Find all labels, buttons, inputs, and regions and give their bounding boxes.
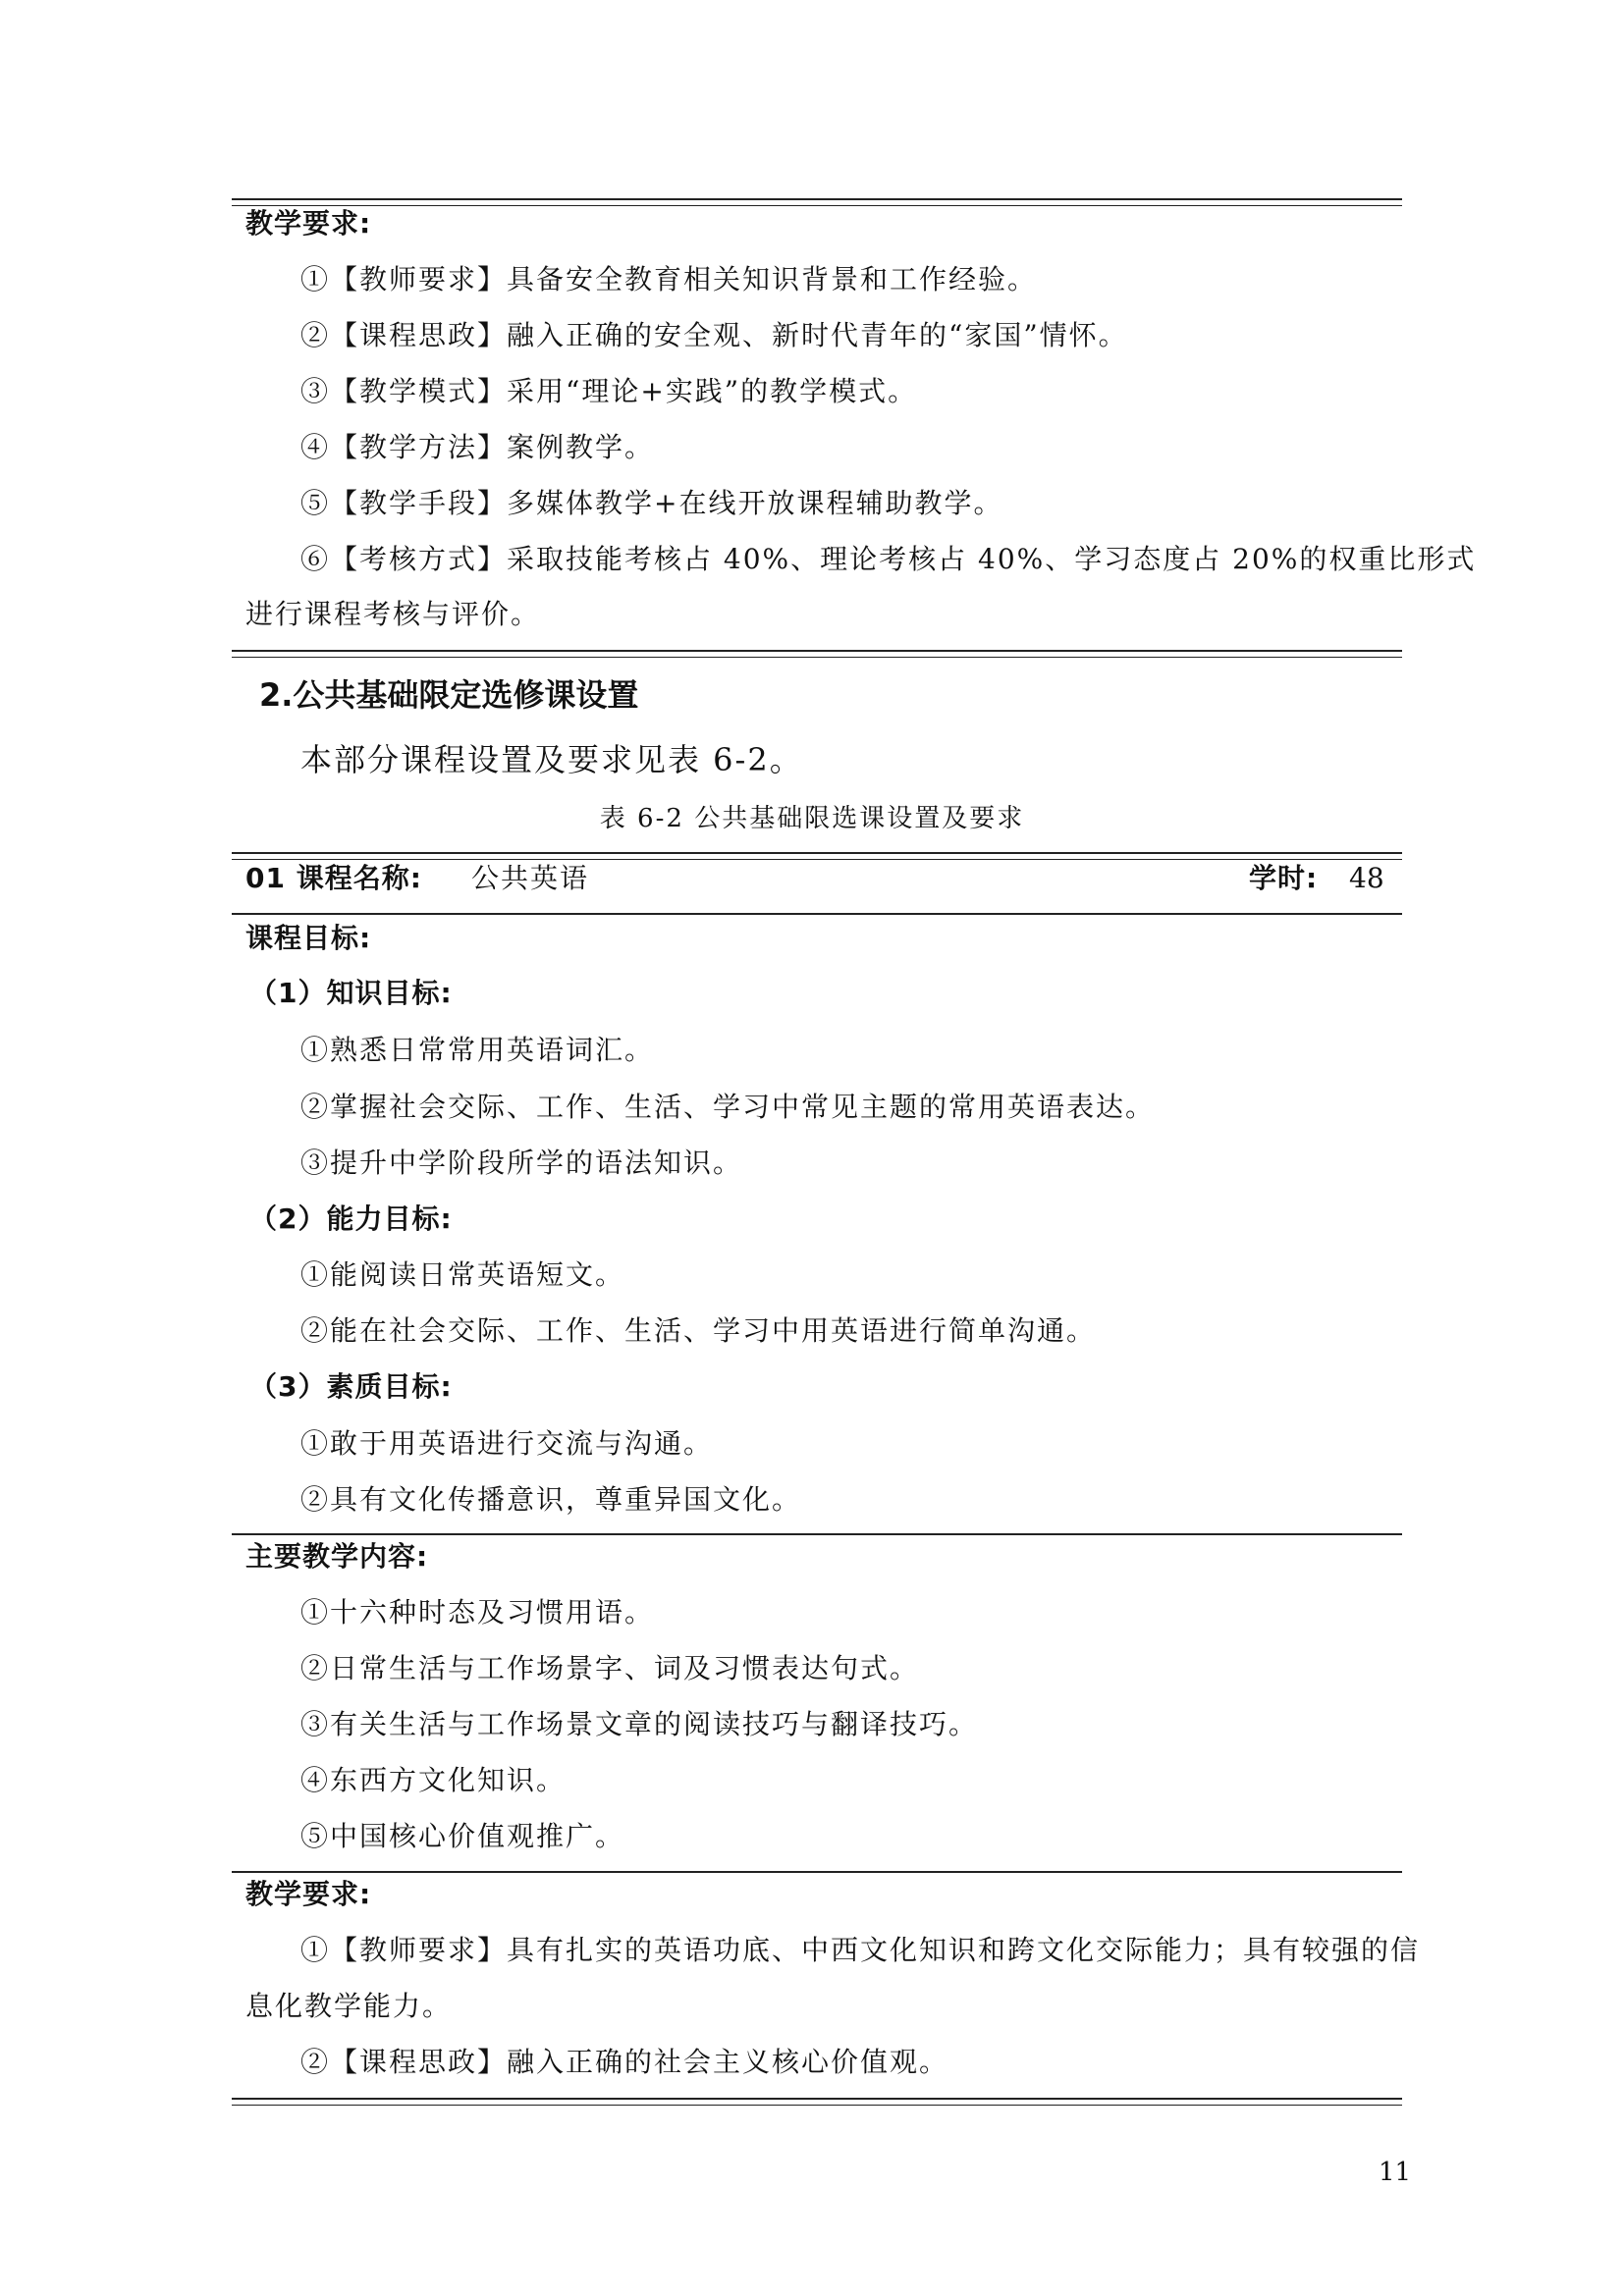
objective-item: ③提升中学阶段所学的语法知识。 [300, 1147, 743, 1179]
course-header-row [245, 860, 1388, 899]
content-item: ①十六种时态及习惯用语。 [300, 1596, 655, 1629]
course-name: 公共英语 [471, 862, 590, 894]
objective-item: ②掌握社会交际、工作、生活、学习中常见主题的常用英语表达。 [300, 1091, 1156, 1123]
requirement-item: ⑥【考核方式】采取技能考核占 40%、理论考核占 40%、学习态度占 20%的权重比形式 [300, 543, 1477, 575]
objective-item: ②能在社会交际、工作、生活、学习中用英语进行简单沟通。 [300, 1314, 1097, 1347]
requirement-item: ③【教学模式】采用“理论+实践”的教学模式。 [300, 375, 918, 407]
row-divider [232, 1871, 1402, 1873]
hours-label: 学时: [1249, 862, 1319, 894]
content-item: ④东西方文化知识。 [300, 1764, 567, 1796]
hours-value: 48 [1349, 862, 1384, 894]
requirement-item: ④【教学方法】案例教学。 [300, 431, 655, 463]
objectives-heading: 课程目标: [245, 922, 372, 954]
requirement-item: ②【课程思政】融入正确的社会主义核心价值观。 [300, 2046, 949, 2078]
content-item: ⑤中国核心价值观推广。 [300, 1820, 625, 1852]
objective-item: ①熟悉日常常用英语词汇。 [300, 1034, 655, 1066]
section-body: 本部分课程设置及要求见表 6-2。 [300, 741, 803, 778]
row-divider [232, 1533, 1402, 1535]
requirement-item-continuation: 进行课程考核与评价。 [245, 598, 541, 630]
top-rule [232, 198, 1402, 206]
table-caption: 表 6-2 公共基础限选课设置及要求 [599, 804, 1025, 833]
table-top-rule [232, 852, 1402, 860]
requirement-item-continuation: 息化教学能力。 [245, 1990, 453, 2022]
teaching-requirements-heading-2: 教学要求: [245, 1878, 372, 1910]
teaching-requirements-heading: 教学要求: [245, 207, 372, 240]
course-name-label: 01 课程名称: [245, 862, 422, 894]
requirement-item: ⑤【教学手段】多媒体教学+在线开放课程辅助教学。 [300, 487, 1003, 519]
main-content-heading: 主要教学内容: [245, 1540, 429, 1573]
objective-item: ①能阅读日常英语短文。 [300, 1258, 625, 1291]
requirement-item: ②【课程思政】融入正确的安全观、新时代青年的“家国”情怀。 [300, 319, 1128, 351]
objective-item: ①敢于用英语进行交流与沟通。 [300, 1427, 714, 1460]
requirement-item: ①【教师要求】具备安全教育相关知识背景和工作经验。 [300, 263, 1038, 295]
section-end-rule [232, 650, 1402, 658]
requirement-item: ①【教师要求】具有扎实的英语功底、中西文化知识和跨文化交际能力；具有较强的信 [300, 1934, 1421, 1966]
row-divider [232, 913, 1402, 915]
content-item: ②日常生活与工作场景字、词及习惯表达句式。 [300, 1652, 920, 1684]
content-item: ③有关生活与工作场景文章的阅读技巧与翻译技巧。 [300, 1708, 979, 1740]
table-bottom-rule [232, 2098, 1402, 2106]
quality-objectives-heading: （3）素质目标: [249, 1370, 453, 1403]
page-number: 11 [1379, 2158, 1412, 2187]
ability-objectives-heading: （2）能力目标: [249, 1202, 453, 1235]
knowledge-objectives-heading: （1）知识目标: [249, 977, 453, 1009]
section-heading: 2.公共基础限定选修课设置 [259, 676, 639, 714]
objective-item: ②具有文化传播意识，尊重异国文化。 [300, 1483, 802, 1516]
